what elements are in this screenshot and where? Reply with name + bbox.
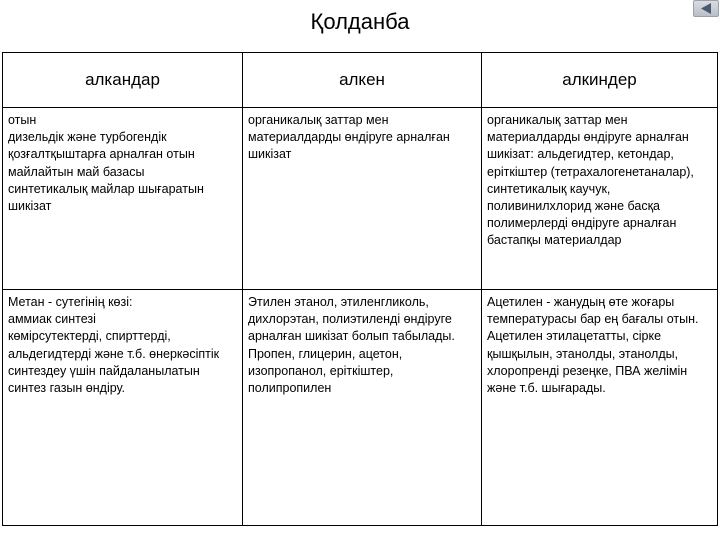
nav-back-button[interactable]	[693, 0, 719, 17]
header-alkenes: алкен	[243, 53, 482, 108]
header-alkanes: алкандар	[3, 53, 243, 108]
table-cell: органикалық заттар мен материалдарды өндіруге арналған шикізат	[243, 108, 482, 290]
table-cell: отын дизельдік және турбогендік қозғалтқыштарға арналған отын майлайтын май базасы синтетикалық майлар шығаратын шикізат	[3, 108, 243, 290]
table-row	[3, 108, 718, 290]
triangle-left-icon	[700, 3, 712, 14]
table-cell: Ацетилен - жанудың өте жоғары температурасы бар ең бағалы отын. Ацетилен этилацетатты, сірке қышқылын, этанолды, этанолды, хлоропренді резеңке, ПВА желімін және т.б. шығарады.	[482, 290, 718, 526]
table-cell: Этилен этанол, этиленгликоль, дихлорэтан, полиэтиленді өндіруге арналған шикізат болып табылады. Пропен, глицерин, ацетон, изопропанол, еріткіштер, полипропилен	[243, 290, 482, 526]
page-title: Қолданба	[310, 9, 410, 34]
header-alkynes: алкиндер	[482, 53, 718, 108]
table-cell: Метан - сутегінің көзі: аммиак синтезі көмірсутектерді, спирттерді, альдегидтерді және т.б. өнеркәсіптік синтездеу үшін пайдаланылатын синтез газын өндіру.	[3, 290, 243, 526]
comparison-table	[2, 52, 718, 526]
table-cell: органикалық заттар мен материалдарды өндіруге арналған шикізат: альдегидтер, кетондар, еріткіштер (тетрахалогенетаналар), синтетикалық каучук, поливинилхлорид және басқа полимерлерді өндіруге арналған бастапқы материалдар	[482, 108, 718, 290]
table-header-row	[3, 53, 718, 108]
table-row	[3, 290, 718, 526]
